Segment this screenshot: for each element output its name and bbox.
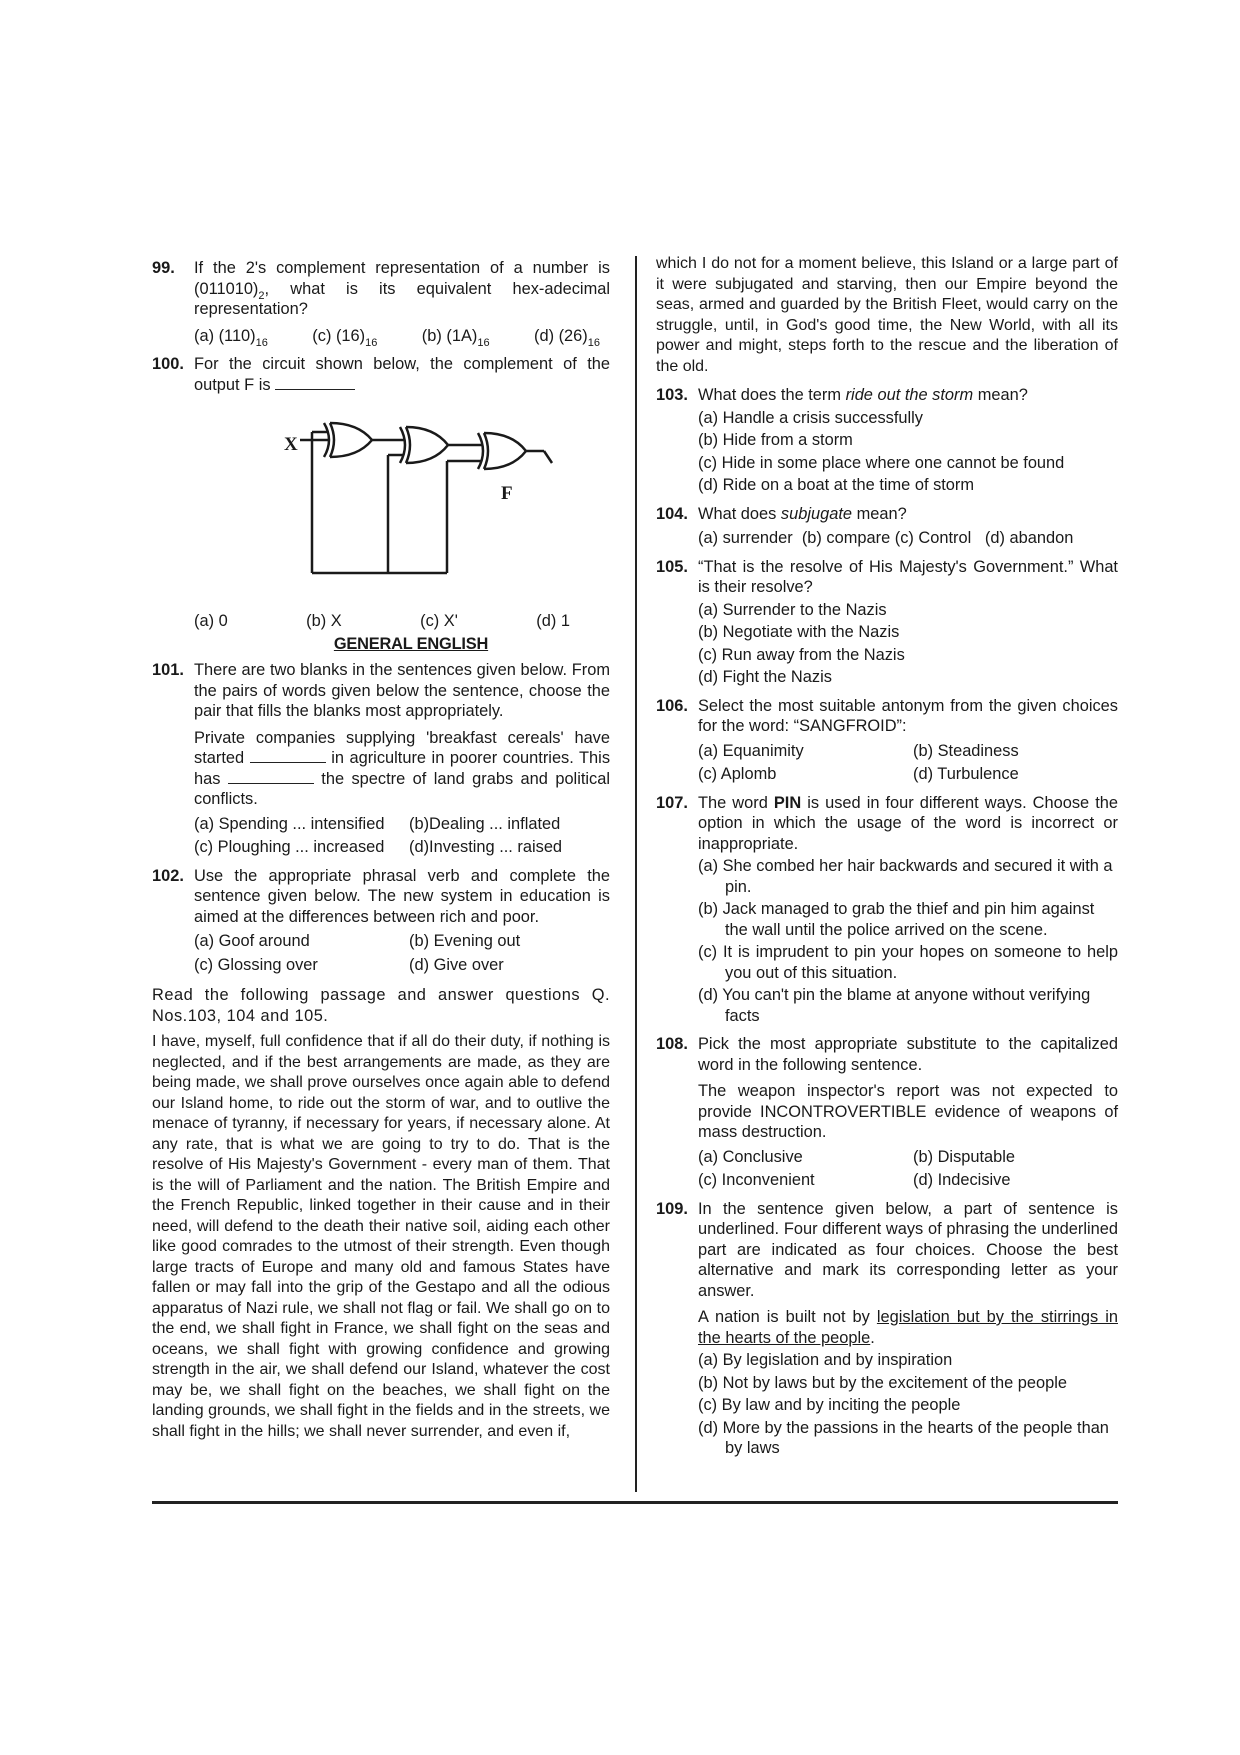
question-number: 99. [152,259,175,277]
right-column [656,255,1118,1464]
passage-continued: which I do not for a moment believe, this Island or a large part of it were subjugated and starving, then our Empire beyond the seas, armed and guarded by the British Fleet, would carry on the struggle, until, in God's good time, the New World, with all its power and might, steps forth to the rescue and the liberation of the old. [656,255,1118,375]
q100-options [152,611,610,632]
question-99 [152,258,610,349]
question-109 [656,1199,1118,1459]
options [194,326,610,347]
xor-gate-2 [406,427,448,463]
question-103 [656,385,1118,496]
question-text: What does subjugate mean? [698,504,907,523]
passage-intro: Read the following passage and answer questions Q. Nos.103, 104 and 105. [152,986,610,1025]
options [698,600,1118,688]
question-105 [656,557,1118,688]
options [698,741,1118,785]
question-text: If the 2's complement representation of a number is $(011010)_2$, what is its equivalent hex-adecimal representation? [194,259,610,318]
question-text: In the sentence given below, a part of sentence is underlined. Four different ways of phrasing the underlined part are indicated as four choices. Choose the best alternative and mark its corresponding letter as your answer. [698,1199,1118,1300]
question-number: 106. [656,696,688,715]
question-text: For the circuit shown below, the complement of the output F is [194,355,610,394]
option-b: (b) Evening out [409,932,521,950]
option-c: (c) Inconvenient [698,1171,815,1189]
blank-2 [228,769,314,784]
question-text: “That is the resolve of His Majesty's Government.” What is their resolve? [698,557,1118,596]
xor-gate-1 [330,423,372,457]
option-a: (a) $(110)_{16}$ [194,326,268,349]
option-d: (d) You can't pin the blame at anyone without verifying facts [698,986,1091,1025]
options [698,1350,1118,1459]
underlined-part: legislation but by the stirrings in the hearts of the people [698,1308,1118,1347]
question-sentence: Private companies supplying 'breakfast cereals' have started in agriculture in poorer countries. This has the spectre of land grabs and political conflicts. [194,728,611,808]
options [698,408,1118,496]
column-divider [635,256,637,1492]
options [194,931,610,975]
question-number: 100. [152,355,184,373]
question-number: 104. [656,504,688,523]
option-a: (a) Spending ... intensified [194,814,385,833]
option-b: (b) X [306,612,342,630]
question-number: 105. [656,557,688,576]
section-heading: GENERAL ENGLISH [333,634,489,653]
option-a: (a) Conclusive [698,1147,803,1166]
option-b: (b) Hide from a storm [698,431,853,449]
option-c: (c) Hide in some place where one cannot be found [698,453,1065,472]
option-a: (a) Handle a crisis successfully [698,408,923,427]
xor-circuit-diagram [152,405,612,605]
option-b: (b) Negotiate with the Nazis [698,623,900,641]
options [698,856,1118,1026]
option-d: (d) $(26)_{16}$ [534,326,600,349]
footer-rule [152,1501,1118,1504]
question-text: Select the most suitable antonym from the given choices for the word: “SANGFROID”: [698,696,1118,735]
option-c: (c) $(16)_{16}$ [312,326,378,349]
question-107 [656,793,1118,1027]
input-label-x: X [284,434,298,455]
question-108 [656,1034,1118,1191]
question-text: Use the appropriate phrasal verb and complete the sentence given below. The new system in education is aimed at the differences between rich and poor. [194,866,610,926]
question-number: 108. [656,1035,688,1053]
option-c: (c) By law and by inciting the people [698,1396,961,1414]
option-d: (d) Ride on a boat at the time of storm [698,476,975,494]
option-c: (c) It is imprudent to pin your hopes on someone to help you out of this situation. [698,943,1118,982]
option-a: (a) By legislation and by inspiration [698,1351,953,1369]
output-label-f: F [501,483,513,504]
option-d: (d) Turbulence [913,765,1019,783]
option-b: (b) $(1A)_{16}$ [421,326,490,349]
answer-blank [275,375,355,390]
option-a: (a) Goof around [194,932,310,950]
question-number: 103. [656,386,688,404]
left-column [152,258,610,1442]
question-106 [656,696,1118,785]
question-number: 107. [656,793,688,812]
option-d: (d) Indecisive [913,1171,1011,1189]
question-text: Pick the most appropriate substitute to the capitalized word in the following sentence. [698,1035,1118,1074]
option-b: (b) Steadiness [913,741,1019,760]
options [194,814,610,858]
blank-1 [250,748,326,763]
option-a: (a) She combed her hair backwards and secured it with a pin. [698,857,1113,896]
question-101 [152,660,610,858]
option-b: (b) Disputable [913,1147,1016,1166]
xor-gate-3 [484,433,526,469]
option-d: (d)Investing ... raised [409,838,563,856]
option-c: (c) Run away from the Nazis [698,645,905,664]
question-text: The word PIN is used in four different ways. Choose the option in which the usage of the word is incorrect or inappropriate. [698,793,1118,853]
option-c: (c) Aplomb [698,765,777,783]
question-number: 101. [152,661,184,679]
question-text: What does the term ride out the storm mean? [698,386,1028,404]
passage-text: I have, myself, full confidence that if all do their duty, if nothing is neglected, and if the best arrangements are made, as they are being made, we shall prove ourselves once again able to defend our Island home, to ride out the storm of war, and to outlive the menace of tyranny, if necessary for years, if necessary alone. At any rate, that is what we are going to try to do. That is the resolve of His Majesty's Government - every man of them. That is the will of Parliament and the nation. The British Empire and the French Republic, linked together in their cause and in their need, will defend to the death their native soil, aiding each other like good comrades to the utmost of their strength. Even though large tracts of Europe and many old and famous States have fallen or may fall into the grip of the Gestapo and all the odious apparatus of Nazi rule, we shall not flag or fail. We shall go on to the end, we shall fight in France, we shall fight on the seas and oceans, we shall fight with growing confidence and growing strength in the air, we shall defend our Island, whatever the cost may be, we shall fight on the beaches, we shall fight on the landing grounds, we shall fight in the fields and in the streets, we shall fight in the hills; we shall never surrender, and even if, [152,1033,610,1440]
question-number: 109. [656,1199,688,1218]
question-text: There are two blanks in the sentences given below. From the pairs of words given below the sentence, choose the pair that fills the blanks most appropriately. [194,661,610,720]
option-d: (d) Give over [409,955,504,974]
question-number: 102. [152,866,184,885]
question-104 [656,504,1118,549]
question-102 [152,866,610,976]
option-a: (a) Equanimity [698,741,804,760]
option-c: (c) Ploughing ... increased [194,838,385,856]
option-b: (b)Dealing ... inflated [409,814,561,833]
option-b: (b) Not by laws but by the excitement of the people [698,1373,1067,1392]
option-a: (a) 0 [194,612,228,630]
question-sentence: The weapon inspector's report was not expected to provide INCONTROVERTIBLE evidence of weapons of mass destruction. [698,1082,1118,1141]
option-d: (d) Fight the Nazis [698,668,832,686]
option-b: (b) Jack managed to grab the thief and pin him against the wall until the police arrived on the scene. [698,900,1095,939]
question-sentence: A nation is built not by legislation but by the stirrings in the hearts of the people. [698,1308,1118,1347]
option-c: (c) X' [420,612,458,630]
option-c: (c) Glossing over [194,955,318,974]
options [698,1147,1118,1191]
option-d: (d) 1 [536,612,570,630]
option-d: (d) More by the passions in the hearts of the people than by laws [698,1418,1109,1457]
question-100 [152,354,610,395]
option-a: (a) Surrender to the Nazis [698,600,887,619]
options: (a) surrender (b) compare (c) Control (d) abandon [698,529,1074,547]
